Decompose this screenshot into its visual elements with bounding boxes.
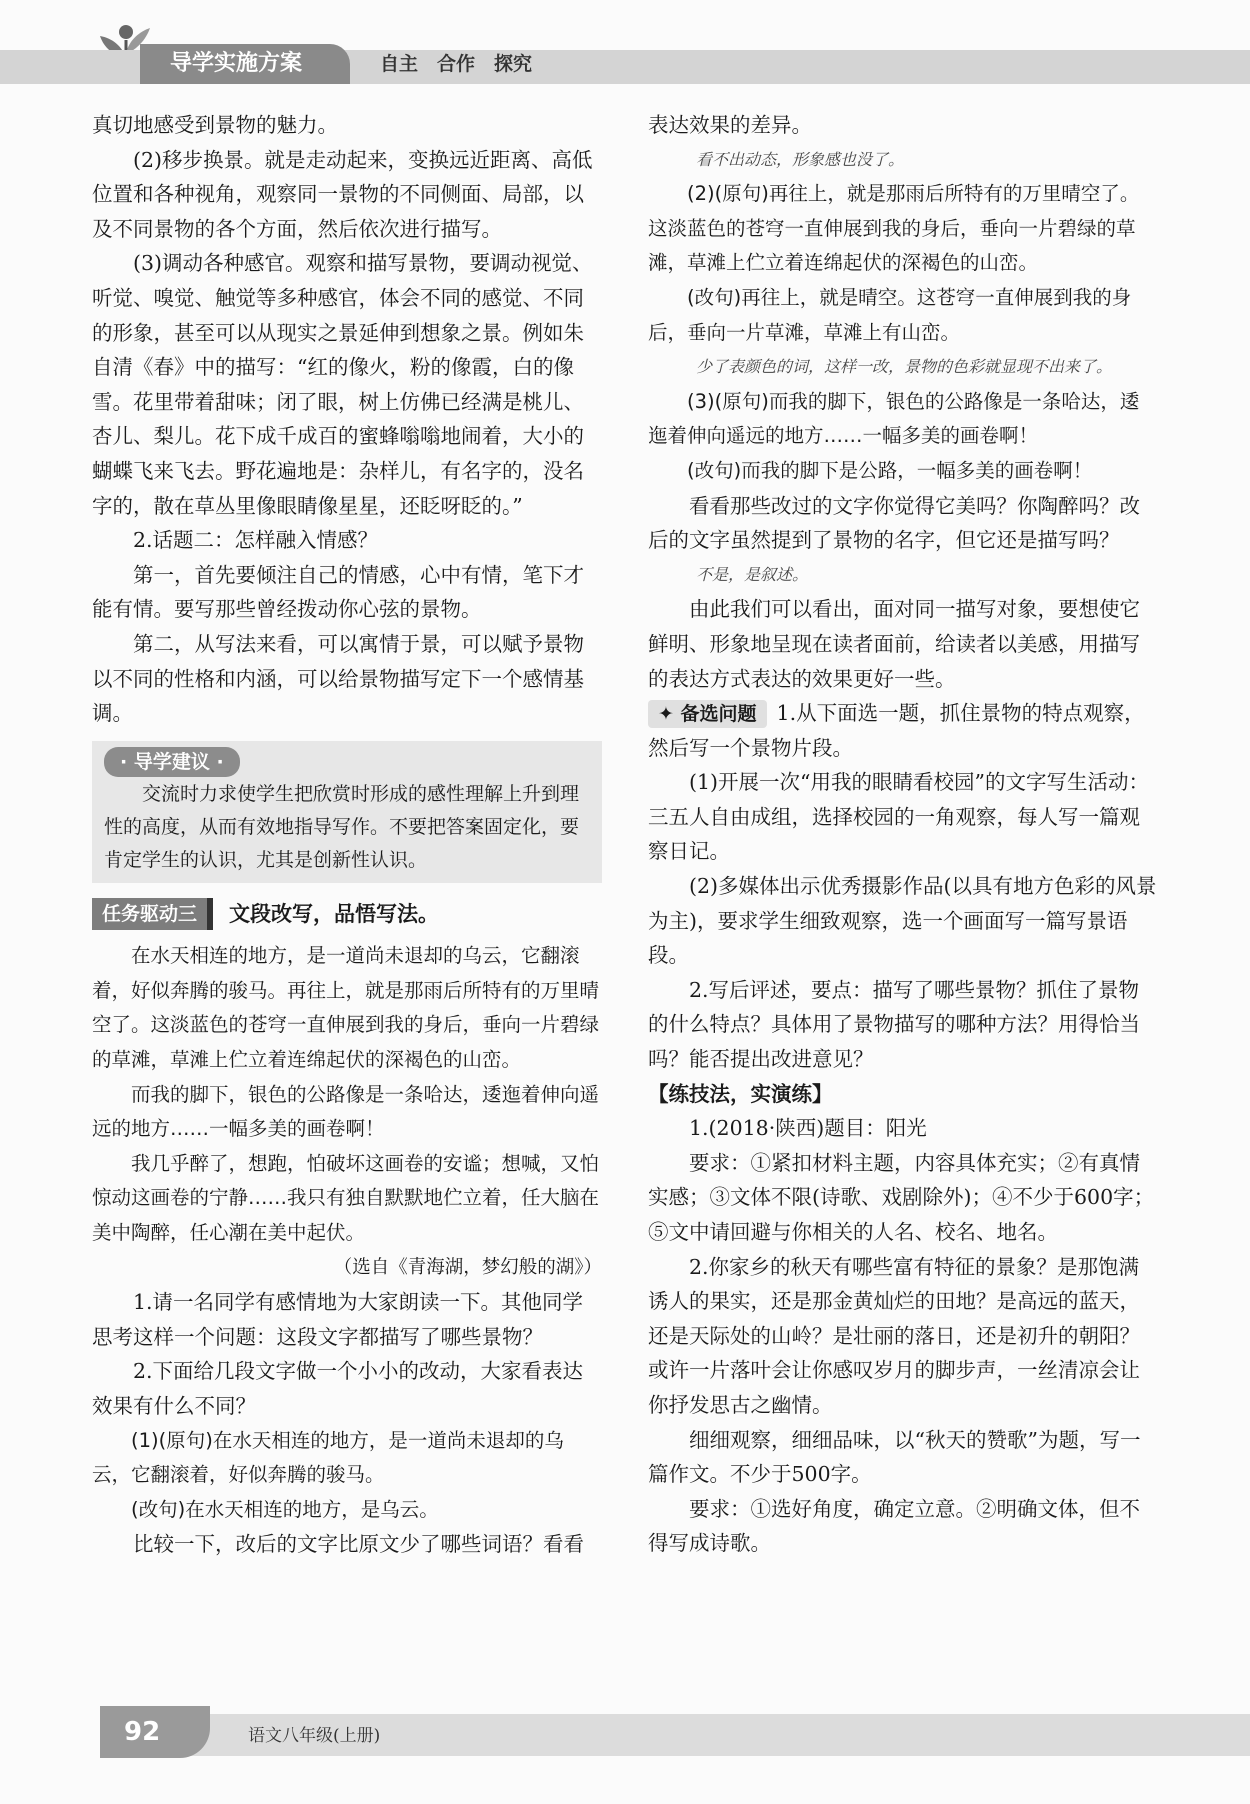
- answer-note: 看不出动态，形象感也没了。: [696, 149, 905, 169]
- task-tag: 任务驱动三: [92, 898, 213, 930]
- paragraph: 要求：①紧扣材料主题，内容具体充实；②有真情实感；③文体不限(诗歌、戏剧除外)；④不少于600字；⑤文中请回避与你相关的人名、校名、地名。: [648, 1150, 1155, 1244]
- paragraph: (2)多媒体出示优秀摄影作品(以具有地方色彩的风景为主)，要求学生细致观察，选一个画面写一篇写景语段。: [648, 874, 1157, 968]
- paragraph: (3)调动各种感官。观察和描写景物，要调动视觉、听觉、嗅觉、触觉等多种感官，体会不同的感觉、不同的形象，甚至可以从现实之景延伸到想象之景。例如朱自清《春》中的描写：“红的像火，粉的像霞，白的像雪。花里带着甜味；闭了眼，树上仿佛已经满是桃儿、杏儿、梨儿。花下成千成百的蜜蜂嗡嗡地闹着，大小的蝴蝶飞来飞去。野花遍地是：杂样儿，有名字的，没名字的，散在草丛里像眼睛像星星，还眨呀眨的。”: [92, 251, 593, 518]
- paragraph: 细细观察，细细品味，以“秋天的赞歌”为题，写一篇作文。不少于500字。: [648, 1427, 1141, 1487]
- paragraph: 2.话题二：怎样融入情感？: [133, 528, 379, 553]
- original-sentence: (1)(原句)在水天相连的地方，是一道尚未退却的乌云，它翻滚着，好似奔腾的骏马。: [92, 1428, 564, 1487]
- original-sentence: (2)(原句)再往上，就是那雨后所特有的万里晴空了。这淡蓝色的苍穹一直伸展到我的身后，垂向一片碧绿的草滩，草滩上伫立着连绵起伏的深褐色的山峦。: [648, 182, 1140, 275]
- practice-heading: 【练技法，实演练】: [648, 1081, 833, 1106]
- original-sentence: (3)(原句)而我的脚下，银色的公路像是一条哈达，逶迤着伸向遥远的地方……一幅多美的画卷啊！: [648, 389, 1140, 448]
- book-title: 语文八年级(上册): [248, 1726, 381, 1746]
- page-header: [0, 0, 1250, 92]
- alternative-text: 1.从下面选一题，抓住景物的特点观察，然后写一个景物片段。: [648, 701, 1145, 760]
- excerpt-source: （选自《青海湖，梦幻般的湖》）: [333, 1256, 602, 1278]
- task-heading: [92, 895, 602, 933]
- teaching-tip-box: [92, 741, 602, 884]
- page-number: 92: [100, 1706, 210, 1758]
- page-footer: [0, 1700, 1250, 1780]
- excerpt-paragraph: 在水天相连的地方，是一道尚未退却的乌云，它翻滚着，好似奔腾的骏马。再往上，就是那雨后所特有的万里晴空了。这淡蓝色的苍穹一直伸展到我的身后，垂向一片碧绿的草滩，草滩上伫立着连绵起伏的深褐色的山峦。: [92, 944, 600, 1072]
- paragraph: 表达效果的差异。: [648, 113, 812, 137]
- question: 2.下面给几段文字做一个小小的改动，大家看表达效果有什么不同？: [92, 1359, 584, 1418]
- paragraph: 第一，首先要倾注自己的情感，心中有情，笔下才能有情。要写那些曾经拨动你心弦的景物。: [92, 562, 584, 622]
- teaching-tip-tag: · 导学建议 ·: [104, 747, 240, 777]
- paragraph: 比较一下，改后的文字比原文少了哪些词语？看看: [133, 1532, 584, 1557]
- excerpt-paragraph: 而我的脚下，银色的公路像是一条哈达，逶迤着伸向遥远的地方……一幅多美的画卷啊！: [92, 1082, 600, 1141]
- question: 1.请一名同学有感情地为大家朗读一下。其他同学思考这样一个问题：这段文字都描写了哪些景物？: [92, 1290, 584, 1349]
- modified-sentence: (改句)而我的脚下是公路，一幅多美的画卷啊！: [687, 458, 1093, 482]
- answer-note: 少了表颜色的词，这样一改，景物的色彩就显现不出来了。: [696, 357, 1113, 377]
- paragraph: (2)移步换景。就是走动起来，变换远近距离、高低位置和各种视角，观察同一景物的不同侧面、局部，以及不同景物的各个方面，然后依次进行描写。: [92, 147, 593, 241]
- alternative-question: [648, 696, 1158, 765]
- modified-sentence: (改句)在水天相连的地方，是乌云。: [131, 1497, 439, 1521]
- paragraph: 由此我们可以看出，面对同一描写对象，要想使它鲜明、形象地呈现在读者面前，给读者以美感，用描写的表达方式表达的效果更好一些。: [648, 597, 1140, 691]
- right-column: [648, 108, 1158, 1561]
- answer-note: 不是，是叙述。: [696, 564, 809, 584]
- header-subtitle: 自主 合作 探究: [380, 53, 533, 75]
- paragraph: 2.你家乡的秋天有哪些富有特征的景象？是那饱满诱人的果实，还是那金黄灿烂的田地？是高远的蓝天，还是天际处的山岭？是壮丽的落日，还是初升的朝阳？或许一片落叶会让你感叹岁月的脚步声，一丝清凉会让你抒发思古之幽情。: [648, 1254, 1140, 1417]
- left-column: [92, 108, 602, 1562]
- paragraph: 看看那些改过的文字你觉得它美吗？你陶醉吗？改后的文字虽然提到了景物的名字，但它还是描写吗？: [648, 493, 1140, 553]
- task-title: 文段改写，品悟写法。: [229, 901, 440, 926]
- paragraph: (1)开展一次“用我的眼睛看校园”的文字写生活动：三五人自由成组，选择校园的一角观察，每人写一篇观察日记。: [648, 770, 1149, 864]
- modified-sentence: (改句)再往上，就是晴空。这苍穹一直伸展到我的身后，垂向一片草滩，草滩上有山峦。: [648, 285, 1132, 344]
- paragraph: 2.写后评述，要点：描写了哪些景物？抓住了景物的什么特点？具体用了景物描写的哪种方法？用得恰当吗？能否提出改进意见？: [648, 977, 1140, 1072]
- alternative-tag: ✦ 备选问题: [648, 700, 767, 728]
- paragraph: 1.(2018·陕西)题目：阳光: [689, 1116, 927, 1141]
- paragraph: 真切地感受到景物的魅力。: [92, 113, 338, 137]
- header-title: 导学实施方案: [140, 44, 350, 84]
- paragraph: 要求：①选好角度，确定立意。②明确文体，但不得写成诗歌。: [648, 1496, 1140, 1556]
- teaching-tip-text: 交流时力求使学生把欣赏时形成的感性理解上升到理性的高度，从而有效地指导写作。不要把答案固定化，要肯定学生的认识，尤其是创新性认识。: [104, 783, 580, 872]
- excerpt-paragraph: 我几乎醉了，想跑，怕破坏这画卷的安谧；想喊，又怕惊动这画卷的宁静……我只有独自默默地伫立着，任大脑在美中陶醉，任心潮在美中起伏。: [92, 1151, 600, 1245]
- paragraph: 第二，从写法来看，可以寓情于景，可以赋予景物以不同的性格和内涵，可以给景物描写定下一个感情基调。: [92, 631, 584, 726]
